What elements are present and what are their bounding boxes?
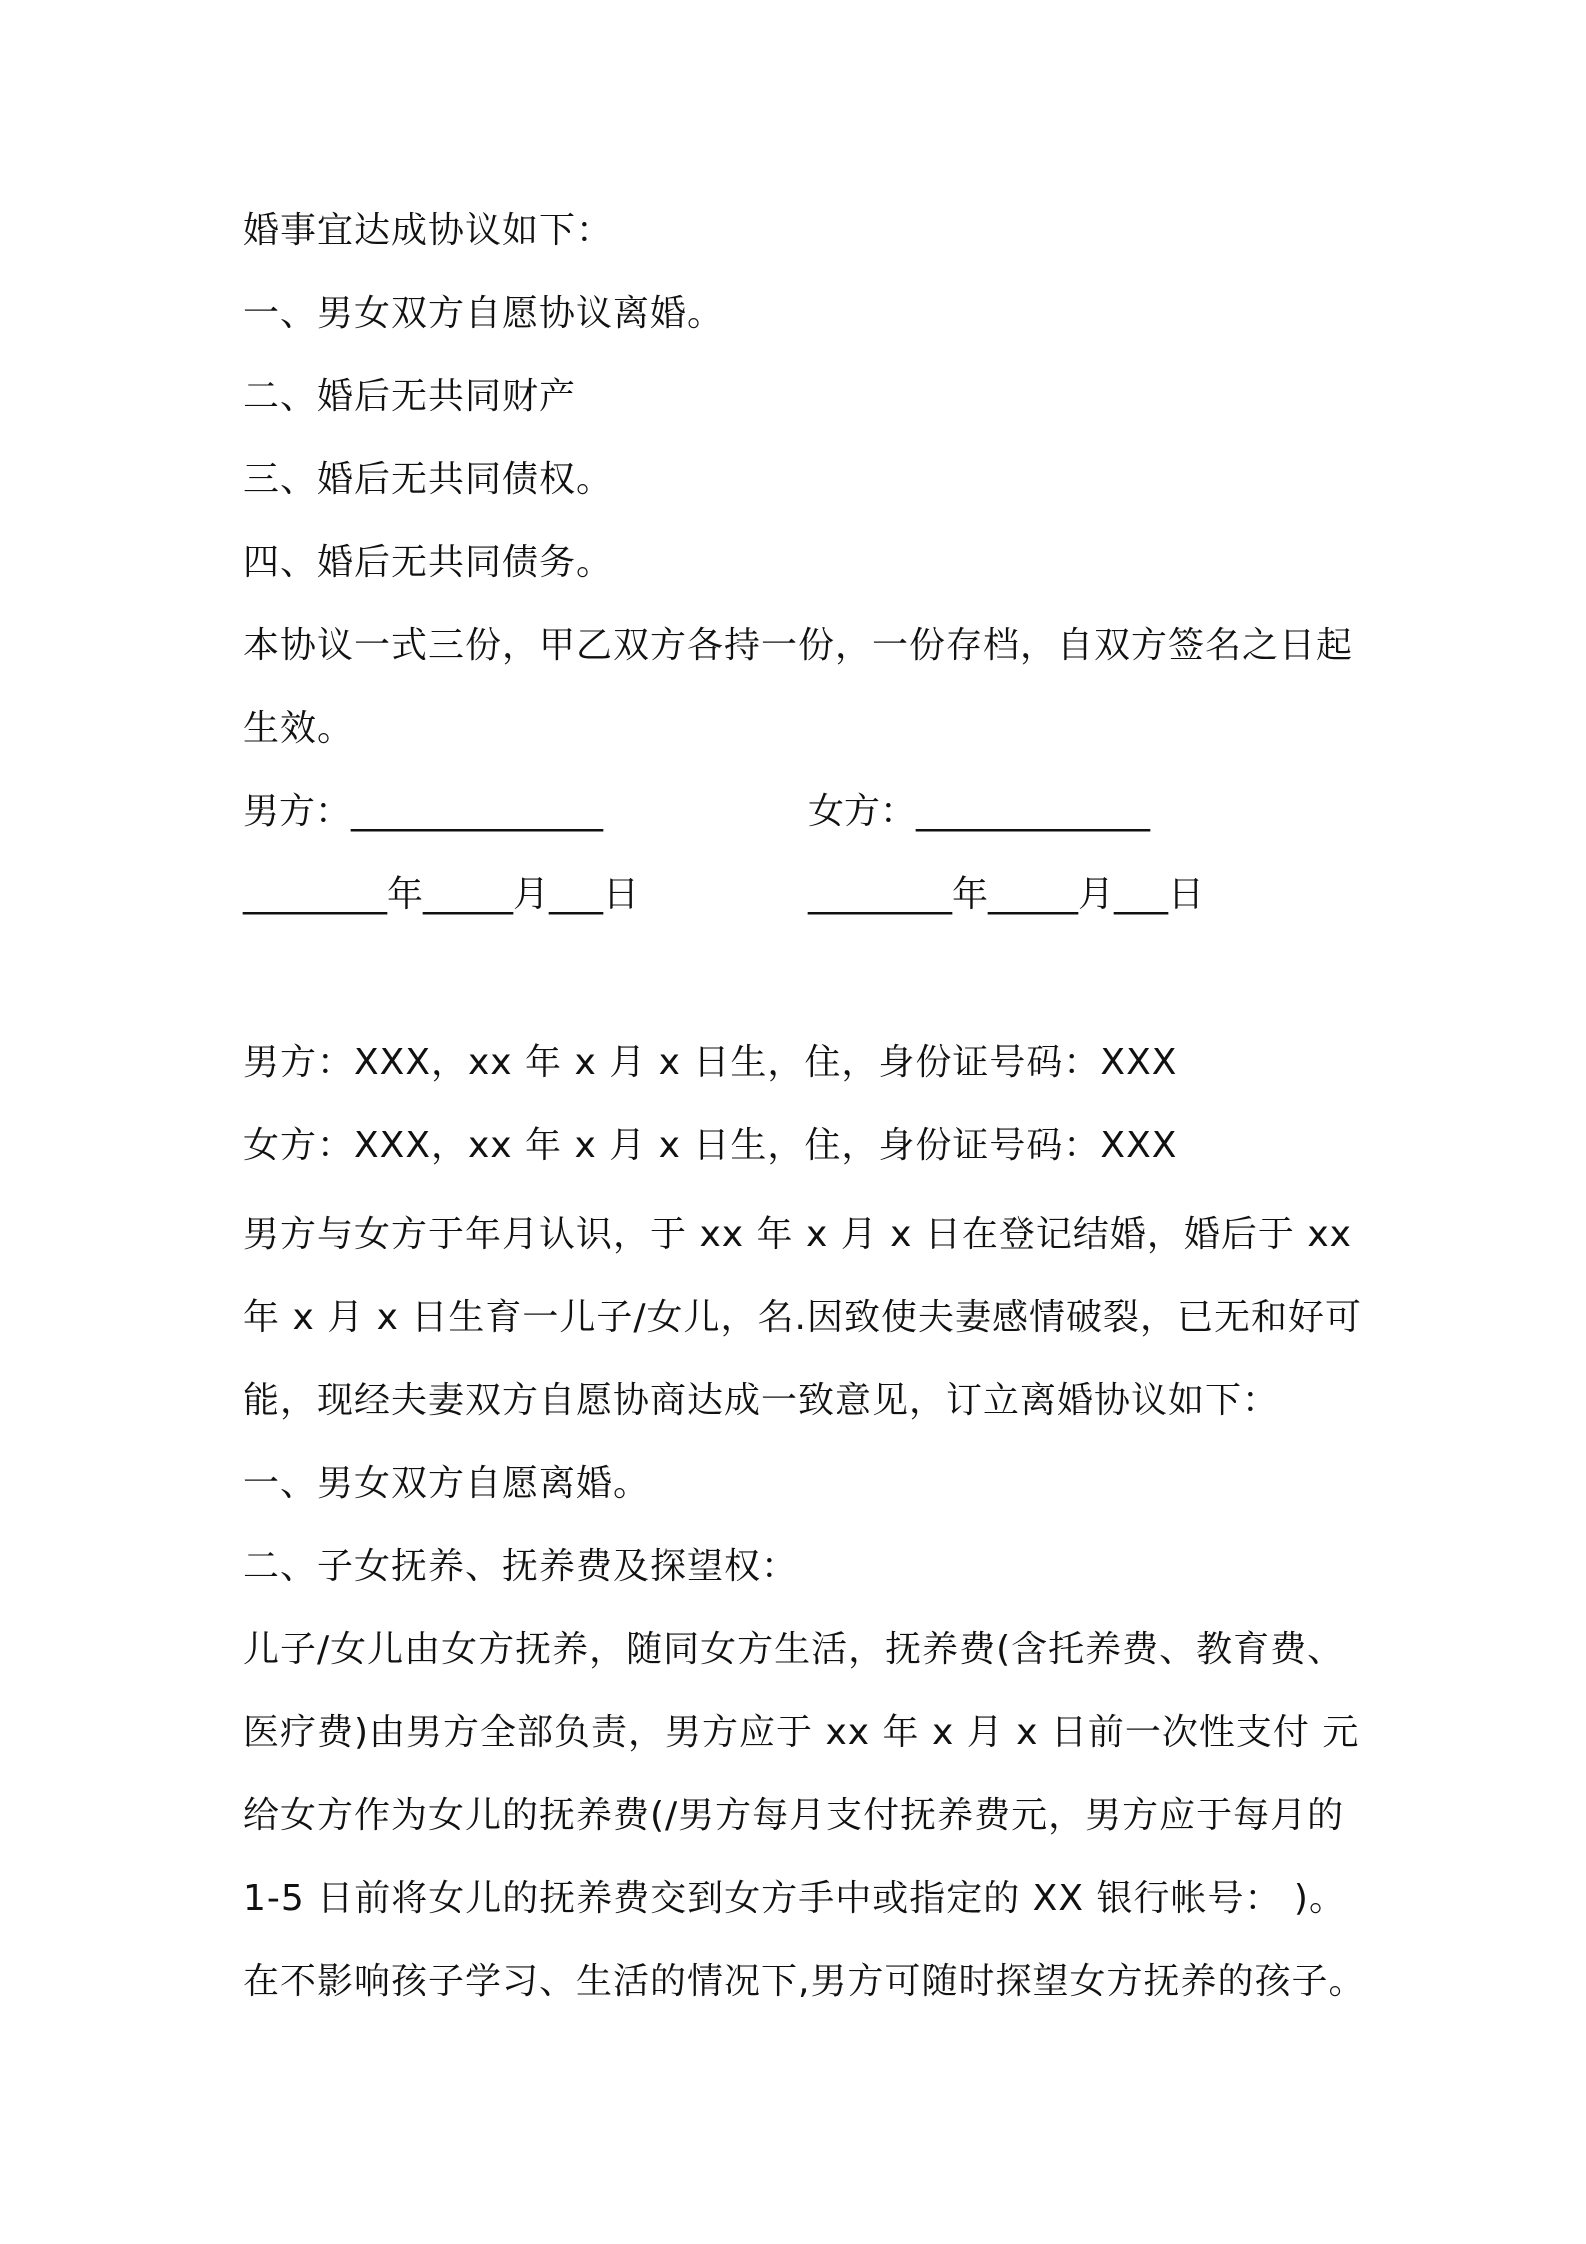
custody-para-line-1: 儿子/女儿由女方抚养，随同女方生活，抚养费(含托养费、教育费、 xyxy=(243,1629,1345,1670)
background-para-line-1: 男方与女方于年月认识，于 xx 年 x 月 x 日在登记结婚，婚后于 xx xyxy=(243,1214,1352,1255)
clause-4: 四、婚后无共同债务。 xyxy=(243,542,614,583)
custody-para-line-4: 1-5 日前将女儿的抚养费交到女方手中或指定的 XX 银行帐号： )。 xyxy=(243,1878,1346,1919)
female-date-field: ________年_____月___日 xyxy=(808,874,1204,915)
copies-clause-line-2: 生效。 xyxy=(243,708,355,749)
clause-2: 二、婚后无共同财产 xyxy=(243,376,577,417)
female-signature-field: 女方：_____________ xyxy=(808,791,1151,832)
custody-para-line-5: 在不影响孩子学习、生活的情况下,男方可随时探望女方抚养的孩子。 xyxy=(243,1961,1366,2002)
copies-clause-line-1: 本协议一式三份，甲乙双方各持一份，一份存档，自双方签名之日起 xyxy=(243,625,1354,666)
clause-1: 一、男女双方自愿协议离婚。 xyxy=(243,293,725,334)
male-info-line: 男方：XXX，xx 年 x 月 x 日生，住，身份证号码：XXX xyxy=(243,1042,1178,1083)
intro-line: 婚事宜达成协议如下： xyxy=(243,210,614,251)
clause-3: 三、婚后无共同债权。 xyxy=(243,459,614,500)
background-para-line-2: 年 x 月 x 日生育一儿子/女儿，名.因致使夫妻感情破裂，已无和好可 xyxy=(243,1297,1362,1338)
section2-clause-2: 二、子女抚养、抚养费及探望权： xyxy=(243,1546,799,1587)
custody-para-line-3: 给女方作为女儿的抚养费(/男方每月支付抚养费元，男方应于每月的 xyxy=(243,1795,1345,1836)
custody-para-line-2: 医疗费)由男方全部负责，男方应于 xx 年 x 月 x 日前一次性支付 元 xyxy=(243,1712,1360,1753)
background-para-line-3: 能，现经夫妻双方自愿协商达成一致意见，订立离婚协议如下： xyxy=(243,1380,1280,1421)
section2-clause-1: 一、男女双方自愿离婚。 xyxy=(243,1463,651,1504)
female-info-line: 女方：XXX，xx 年 x 月 x 日生，住，身份证号码：XXX xyxy=(243,1125,1178,1166)
male-date-field: ________年_____月___日 xyxy=(243,874,639,915)
male-signature-field: 男方：______________ xyxy=(243,791,604,832)
